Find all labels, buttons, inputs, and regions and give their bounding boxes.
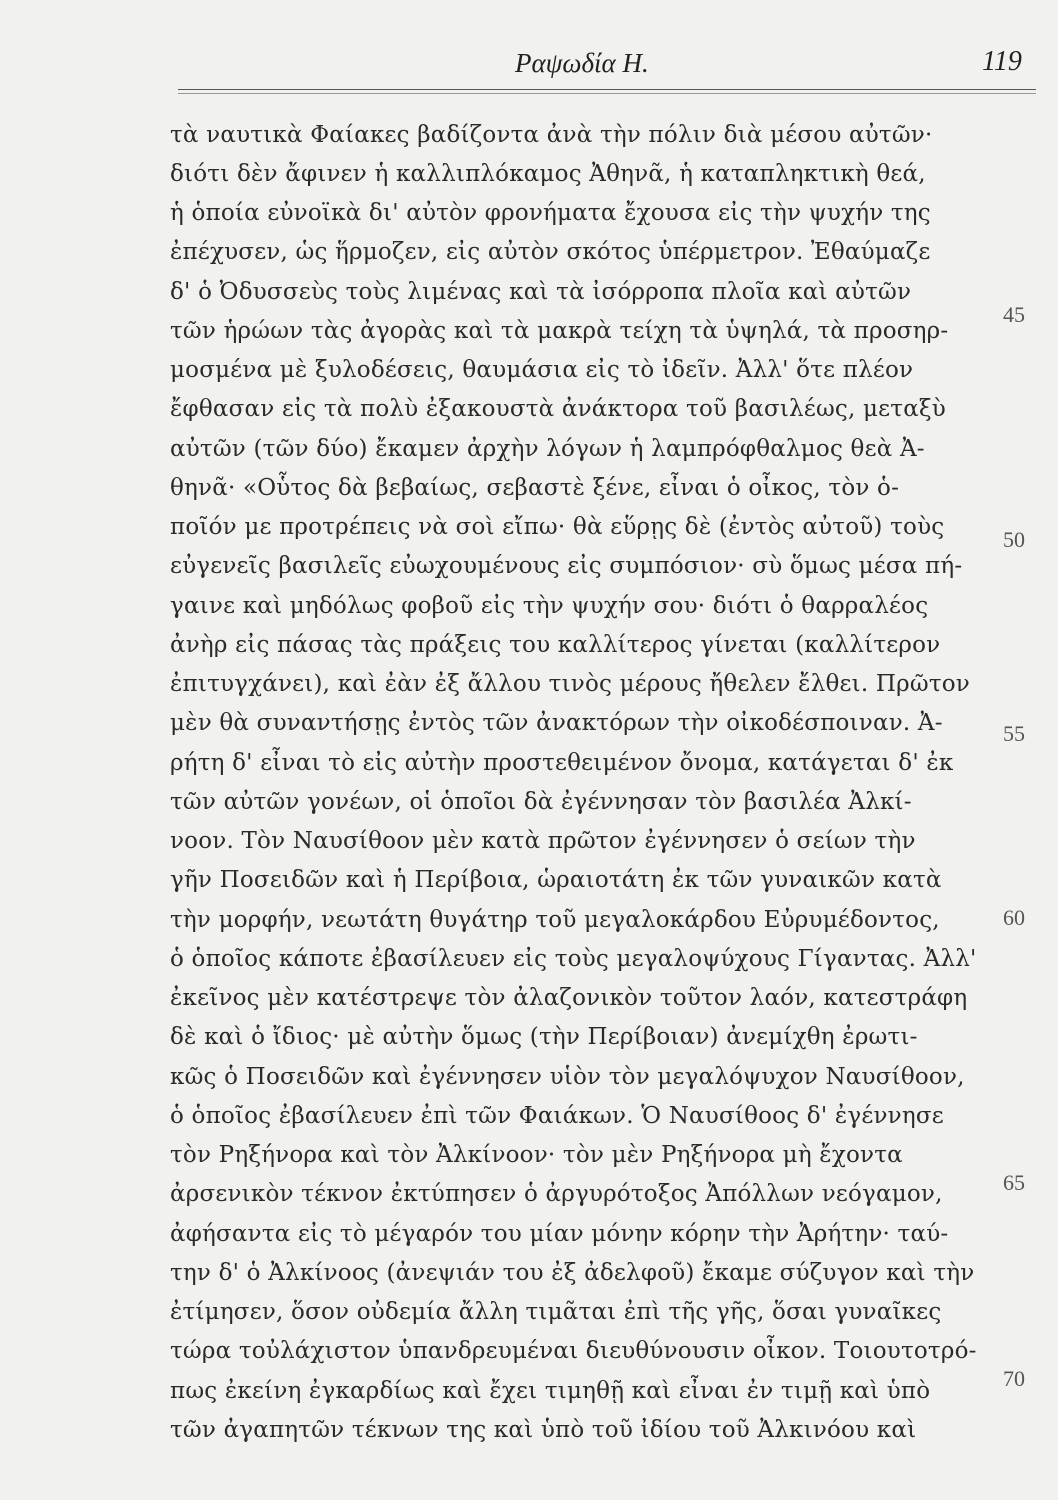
text-line-13: γαινε καὶ μηδόλως φοβοῦ εἰς τὴν ψυχήν σου· διότι ὁ θαρραλέος xyxy=(170,593,929,619)
text-line-28: ἀρσενικὸν τέκνον ἐκτύπησεν ὁ ἀργυρότοξος Ἀπόλλων νεόγαμον, xyxy=(170,1181,943,1207)
text-line-17: ρήτη δ' εἶναι τὸ εἰς αὐτὴν προστεθειμένον ὄνομα, κατάγεται δ' ἐκ xyxy=(170,750,954,776)
text-line-11: ποῖόν με προτρέπεις νὰ σοὶ εἴπω· θὰ εὕρῃς δὲ (ἐντὸς αὐτοῦ) τοὺς xyxy=(170,514,945,540)
text-line-4: ἐπέχυσεν, ὡς ἥρμοζεν, εἰς αὐτὸν σκότος ὑπέρμετρον. Ἐθαύμαζε xyxy=(170,239,931,265)
text-line-22: ὁ ὁποῖος κάποτε ἐβασίλευεν εἰς τοὺς μεγαλοψύχους Γίγαντας. Ἀλλ' xyxy=(170,946,977,972)
text-line-7: μοσμένα μὲ ξυλοδέσεις, θαυμάσια εἰς τὸ ἰδεῖν. Ἀλλ' ὅτε πλέον xyxy=(170,357,914,383)
text-line-20: γῆν Ποσειδῶν καὶ ἡ Περίβοια, ὡραιοτάτη ἐκ τῶν γυναικῶν κατὰ xyxy=(170,867,942,893)
text-line-24: δὲ καὶ ὁ ἴδιος· μὲ αὐτὴν ὅμως (τὴν Περίβοιαν) ἀνεμίχθη ἐρωτι- xyxy=(170,1024,918,1050)
text-line-34: τῶν ἀγαπητῶν τέκνων της καὶ ὑπὸ τοῦ ἰδίου τοῦ Ἀλκινόου καὶ xyxy=(170,1417,917,1443)
line-number-50: 50 xyxy=(1003,527,1025,552)
text-line-12: εὐγενεῖς βασιλεῖς εὐωχουμένους εἰς συμπόσιον· σὺ ὅμως μέσα πή- xyxy=(170,553,963,579)
text-line-25: κῶς ὁ Ποσειδῶν καὶ ἐγέννησεν υἱὸν τὸν μεγαλόψυχον Ναυσίθοον, xyxy=(170,1064,965,1090)
line-number-55: 55 xyxy=(1003,721,1025,746)
text-line-26: ὁ ὁποῖος ἐβασίλευεν ἐπὶ τῶν Φαιάκων. Ὁ Ναυσίθοος δ' ἐγέννησε xyxy=(170,1103,944,1129)
text-line-19: νοον. Τὸν Ναυσίθοον μὲν κατὰ πρῶτον ἐγέννησεν ὁ σείων τὴν xyxy=(170,828,916,854)
text-line-16: μὲν θὰ συναντήσῃς ἐντὸς τῶν ἀνακτόρων τὴν οἰκοδέσποιναν. Ἀ- xyxy=(170,710,943,736)
page-number: 119 xyxy=(982,46,1022,77)
line-number-65: 65 xyxy=(1003,1170,1025,1195)
line-number-70: 70 xyxy=(1003,1366,1025,1391)
line-number-45: 45 xyxy=(1003,302,1025,327)
header-rule-secondary xyxy=(178,93,1036,94)
text-line-32: τώρα τοὐλάχιστον ὑπανδρευμέναι διευθύνουσιν οἶκον. Τοιουτοτρό- xyxy=(170,1338,977,1364)
text-line-27: τὸν Ρηξήνορα καὶ τὸν Ἀλκίνοον· τὸν μὲν Ρηξήνορα μὴ ἔχοντα xyxy=(170,1142,903,1168)
text-line-9: αὐτῶν (τῶν δύο) ἔκαμεν ἀρχὴν λόγων ἡ λαμπρόφθαλμος θεὰ Ἀ- xyxy=(170,436,925,462)
text-line-30: την δ' ὁ Ἀλκίνοος (ἀνεψιάν του ἐξ ἀδελφοῦ) ἔκαμε σύζυγον καὶ τὴν xyxy=(170,1260,975,1286)
text-line-1: τὰ ναυτικὰ Φαίακες βαδίζοντα ἀνὰ τὴν πόλιν διὰ μέσου αὐτῶν· xyxy=(170,122,933,148)
text-line-33: πως ἐκείνη ἐγκαρδίως καὶ ἔχει τιμηθῇ καὶ εἶναι ἐν τιμῇ καὶ ὑπὸ xyxy=(170,1378,931,1404)
header-rule xyxy=(178,89,1036,90)
text-line-23: ἐκεῖνος μὲν κατέστρεψε τὸν ἀλαζονικὸν τοῦτον λαόν, κατεστράφη xyxy=(170,985,968,1011)
text-line-8: ἔφθασαν εἰς τὰ πολὺ ἐξακουστὰ ἀνάκτορα τοῦ βασιλέως, μεταξὺ xyxy=(170,396,946,422)
text-line-10: θηνᾶ· «Οὗτος δὰ βεβαίως, σεβαστὲ ξένε, εἶναι ὁ οἶκος, τὸν ὁ- xyxy=(170,475,900,501)
text-line-2: διότι δὲν ἄφινεν ἡ καλλιπλόκαμος Ἀθηνᾶ, ἡ καταπληκτικὴ θεά, xyxy=(170,161,926,187)
text-line-31: ἐτίμησεν, ὅσον οὐδεμία ἄλλη τιμᾶται ἐπὶ τῆς γῆς, ὅσαι γυναῖκες xyxy=(170,1299,942,1325)
text-line-6: τῶν ἡρώων τὰς ἀγορὰς καὶ τὰ μακρὰ τείχη τὰ ὑψηλά, τὰ προσηρ- xyxy=(170,318,949,344)
running-header-title: Ραψωδία Η. xyxy=(515,48,649,78)
text-line-5: δ' ὁ Ὀδυσσεὺς τοὺς λιμένας καὶ τὰ ἰσόρροπα πλοῖα καὶ αὐτῶν xyxy=(170,279,912,305)
text-line-14: ἀνὴρ εἰς πάσας τὰς πράξεις του καλλίτερος γίνεται (καλλίτερον xyxy=(170,632,941,658)
text-line-3: ἡ ὁποία εὐνοϊκὰ δι' αὐτὸν φρονήματα ἔχουσα εἰς τὴν ψυχήν της xyxy=(170,200,931,226)
text-line-15: ἐπιτυγχάνει), καὶ ἐὰν ἐξ ἄλλου τινὸς μέρους ἤθελεν ἔλθει. Πρῶτον xyxy=(170,671,970,697)
text-line-29: ἀφήσαντα εἰς τὸ μέγαρόν του μίαν μόνην κόρην τὴν Ἀρήτην· ταύ- xyxy=(170,1221,949,1247)
line-number-60: 60 xyxy=(1003,905,1025,930)
text-line-18: τῶν αὐτῶν γονέων, οἱ ὁποῖοι δὰ ἐγέννησαν τὸν βασιλέα Ἀλκί- xyxy=(170,789,912,815)
text-line-21: τὴν μορφήν, νεωτάτη θυγάτηρ τοῦ μεγαλοκάρδου Εὐρυμέδοντος, xyxy=(170,907,940,933)
